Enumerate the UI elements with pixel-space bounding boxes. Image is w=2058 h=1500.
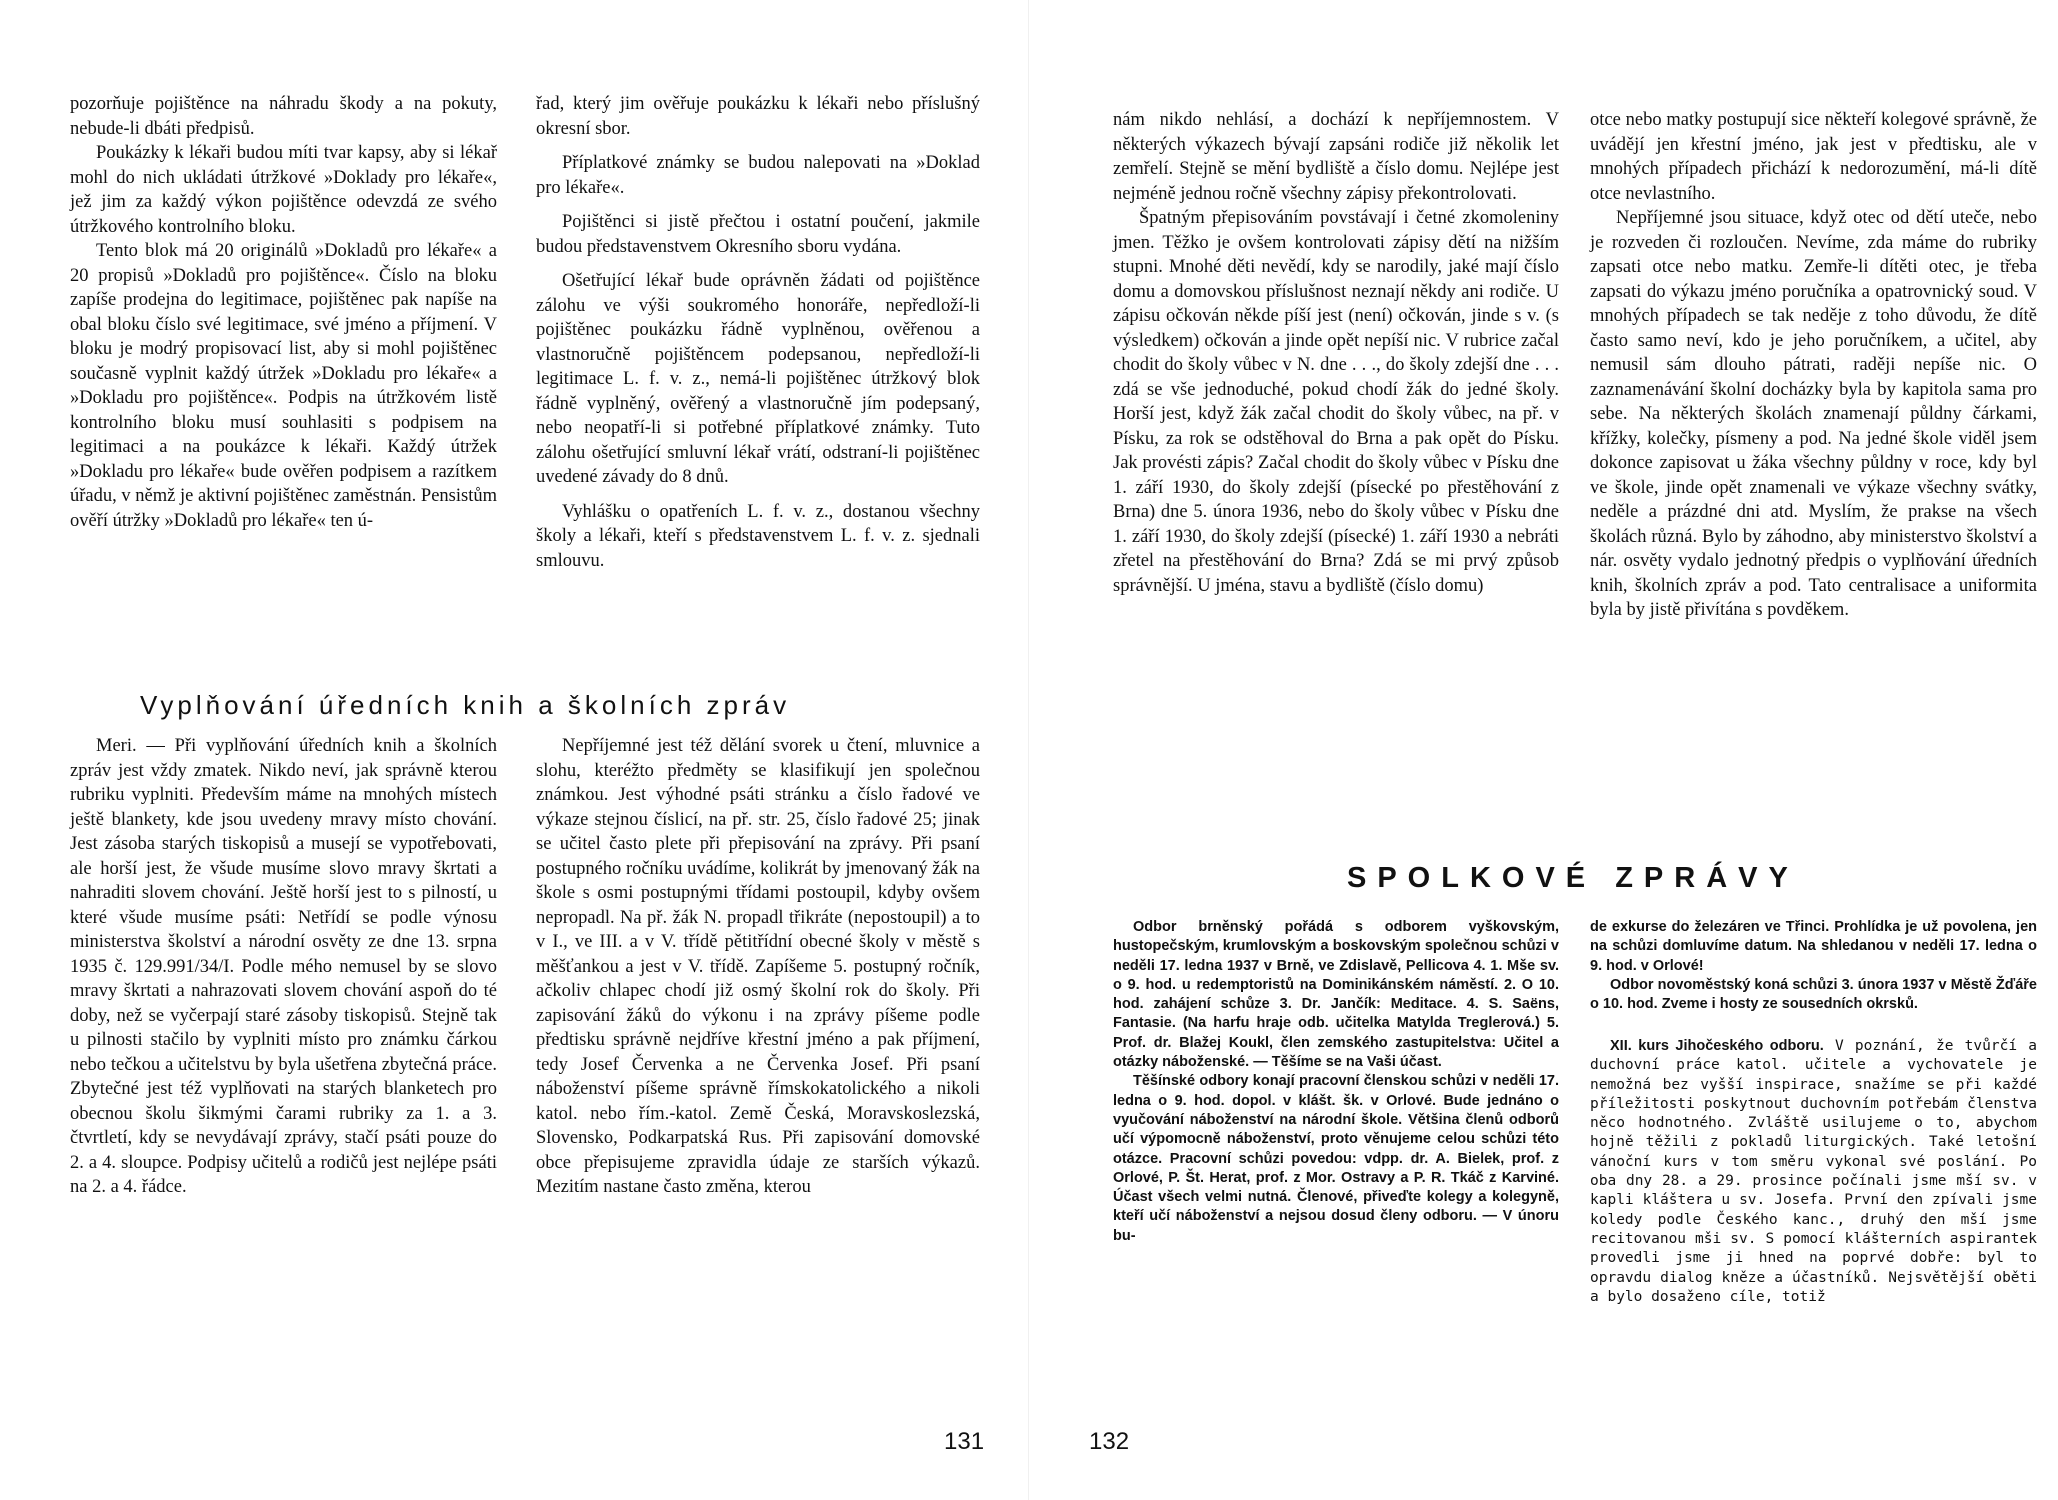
news-item: Těšínské odbory konají pracovní členskou schůzi v neděli 17. ledna o 9. hod. dopol. v klášt. šk. v Orlové. Bude jednáno o vyučování náboženství na národní škole. Většina členů odborů učí výpomocně náboženství, proto věnujeme celou schůzi této otázce. Pracovní schůzi povedou: vdpp. dr. A. Bielek, prof. z Orlové, P. Št. Herat, prof. z Mor. Ostravy a P. R. Tkáč z Karviné. Účast všech velmi nutná. Členové, přiveďte kolegy a kolegyně, kteří učí náboženství a nejsou dosud členy odboru. — V únoru bu- <box>1113 1073 1559 1244</box>
paragraph: Pojištěnci si jistě přečtou i ostatní poučení, jakmile budou představenstvem Okresního sboru vydána. <box>536 212 980 257</box>
news-item: de exkurse do železáren ve Třinci. Prohlídka je už povolena, jen na schůzi domluvíme datum. Na shledanou v neděli 17. ledna o 9. hod. v Orlové! <box>1590 919 2037 974</box>
paragraph: nám nikdo nehlásí, a dochází k nepříjemnostem. V některých výkazech bývají zapsáni rodiče již několik let zemřelí. Stejně se mění bydliště a číslo domu. Nejlépe jest nejméně jednou ročně všechny zápisy překontrolovati. <box>1113 110 1559 204</box>
spolkove-heading: SPOLKOVÉ ZPRÁVY <box>1347 862 1799 894</box>
page-number: 132 <box>1089 1428 1130 1455</box>
news-item-heading: XII. kurs Jihočeského odboru. <box>1610 1038 1824 1054</box>
news-item: Odbor novoměstský koná schůzi 3. února 1937 v Městě Žďáře o 10. hod. Zveme i hosty ze sousedních okrsků. <box>1590 976 2037 1013</box>
news-item <box>1590 1037 2037 1307</box>
paragraph: otce nebo matky postupují sice někteří kolegové správně, že uvádějí jen křestní jméno, jak jest v předtisku, ale v mnohých případech přichází k nedorozumění, má-li dítě otce nevlastního. <box>1590 110 2037 204</box>
news-col1 <box>1113 918 1559 1246</box>
paragraph: Nepříjemné jsou situace, když otec od dětí uteče, nebo je rozveden či rozloučen. Nevíme, zda máme do rubriky zapsati otce nebo matku. Zemře-li dítěti otec, je třeba zapsati do výkazu jméno poručníka a opatrovnický soud. V mnohých případech se tak neděje z toho důvodu, že dítě často samo neví, kdo je jeho poručníkem, a učitel, aby nemusil sám dlouho pátrati, raději nepíše nic. O zaznamenávání školní docházky byla by kapitola sama pro sebe. Na některých školách znamenají půldny čárkami, křížky, kolečky, písmeny a pod. Na jedné škole viděl jsem dokonce zapisovat u žáka všechny půldny v roce, kdy byl ve škole, jinde opět znamenali ve výkaze všechny svátky, neděle a prázdné dni atd. Myslím, že prakse na všech školách různá. Bylo by záhodno, aby ministerstvo školství a nár. osvěty vydalo jednotný předpis o vyplňování úředních knih, školních zpráv a pod. Tato centralisace a uniformita byla by jistě přivítána s povděkem. <box>1590 208 2037 620</box>
left-col1-top <box>70 92 497 533</box>
paragraph: pozorňuje pojištěnce na náhradu škody a na pokuty, nebude-li dbáti předpisů. <box>70 94 497 139</box>
news-item-text: V poznání, že tvůrčí a duchovní práce katol. učitele a vychovatele je nemožná bez vyšší inspirace, snažíme se při každé příležitosti poskytnout duchovním potřebám členstva něco hodnotného. Zvláště usilujeme o to, abychom hojně těžili z pokladů liturgických. Také letošní vánoční kurs v tom směru vykonal své poslání. Po oba dny 28. a 29. prosince počínali jsme mší sv. v kapli kláštera u sv. Josefa. První den zpívali jsme koledy podle Českého kanc., druhý den mší jsme recitovanou mši sv. S pomocí klášterních aspirantek provedli jsme ji hned na poprvé dobře: byl to opravdu dialog kněze a účastníků. Nejsvětější oběti a bylo dosaženo cíle, totiž <box>1590 1038 2037 1305</box>
page-number: 131 <box>944 1428 985 1455</box>
left-col2-bottom <box>536 734 980 1200</box>
paragraph: Vyhlášku o opatřeních L. f. v. z., dostanou všechny školy a lékaři, kteří s představenstvem L. f. v. z. sjednali smlouvu. <box>536 501 980 571</box>
right-col1 <box>1113 108 1559 598</box>
news-col2-mono <box>1590 1037 2037 1307</box>
paragraph: Ošetřující lékař bude oprávněn žádati od pojištěnce zálohu ve výši soukromého honoráře, nepředloží-li pojištěnec poukázku řádně vyplněnou, ověřenou a vlastnoručně pojištěncem podepsanou, nepředloží-li legitimace L. f. v. z., nemá-li pojištěnec útržkový blok řádně vyplněný, ověřený a vlastnoručně jím podepsaný, nebo neopatří-li si potřebné příplatkové známky. Tuto zálohu ošetřující smluvní lékař vrátí, odstraní-li pojištěnec uvedené závady do 8 dnů. <box>536 271 980 487</box>
paragraph: Meri. — Při vyplňování úředních knih a školních zpráv jest vždy zmatek. Nikdo neví, jak správně kterou rubriku vyplniti. Především máme na mnohých místech ještě blankety, kde jsou uvedeny mravy místo chování. Jest zásoba starých tiskopisů a musejí se vypotřebovati, ale horší jest, že všude musíme slovo mravy škrtati a nahraditi slovem chování. Ještě horší jest to s pilností, u které všude musíme psáti: Netřídí se podle výnosu ministerstva školství a národní osvěty ze dne 13. srpna 1935 č. 129.991/34/I. Podle mého nemusel by se slovo mravy škrtati a nahrazovati slovem chování aspoň do té doby, než se vyčerpají staré zásoby tiskopisů. Stejně tak u pilnosti stačilo by vyplniti místo pro známku čárkou nebo tečkou a učitelstvu by byla ušetřena zbytečná práce. Zbytečné jest též vyplňovati na starých blanketech pro obecnou školu šikmými čarami rubriky za 1. a 3. čtvrtletí, kdy se nevydávají zprávy, stačí psáti pouze do 2. a 4. sloupce. Podpisy učitelů a rodičů jest nejlépe psáti na 2. a 4. řádce. <box>70 736 497 1197</box>
left-col1-bottom <box>70 734 497 1200</box>
paragraph: řad, který jim ověřuje poukázku k lékaři nebo příslušný okresní sbor. <box>536 94 980 139</box>
news-item: Odbor brněnský pořádá s odborem vyškovským, hustopečským, krumlovským a boskovským společnou schůzi v neděli 17. ledna 1937 v Brně, ve Zdislavě, Pellicova 4. 1. Mše sv. o 9. hod. u redemptoristů na Dominikánském náměstí. 2. O 10. hod. zahájení schůze 3. Dr. Jančík: Meditace. 4. S. Saëns, Fantasie. (Na harfu hraje odb. učitelka Matylda Treglerová.) 5. Prof. dr. Blažej Koukl, člen zemského zastupitelstva: Učitel a otázky náboženské. — Těšíme se na Vaši účast. <box>1113 919 1559 1071</box>
left-col2-top <box>536 92 980 573</box>
paragraph: Nepříjemné jest též dělání svorek u čtení, mluvnice a slohu, kteréžto předměty se klasifikují jen společnou známkou. Jest výhodné psáti stránku a číslo řadové ve výkaze stejnou číslicí, na př. str. 25, číslo řadové 25; jinak se učitel často plete při přepisování na zprávy. Při psaní postupného ročníku uvádíme, kolikrát by jmenovaný žák na škole s osmi postupnými třídami postoupil, kdyby ovšem nepropadl. Na př. žák N. propadl třikráte (nepostoupil) a to v I., ve III. a v V. třídě pětitřídní obecné školy v městě s měšťankou a jest v V. třídě. Zapíšeme 5. postupný ročník, ačkoliv chlapec chodí již osmý školní rok do školy. Při zapisování žáků do výkonu i na zprávy píšeme podle předtisku správně nejdříve křestní jméno a pak příjmení, tedy Josef Červenka a ne Červenka Josef. Při psaní náboženství píšeme správně římskokatolického a nikoli katol. nebo řím.-katol. Země Česká, Moravskoslezská, Slovensko, Podkarpatská Rus. Při zapisování domovské obce přepisujeme zpravidla údaje ze starších výkazů. Mezitím nastane často změna, kterou <box>536 736 980 1197</box>
paragraph: Špatným přepisováním povstávají i četné zkomoleniny jmen. Těžko je ovšem kontrolovati zápisy dětí na nižším stupni. Mnohé děti nevědí, kdy se narodily, jaké mají číslo domu a domovskou příslušnost neznají někdy ani rodiče. U zápisu očkován někde píší jest (není) očkován, jinde s v. (s výsledkem) očkován a jinde opět nepíší nic. V rubrice začal chodit do školy vůbec v N. dne . . ., do školy zdejší dne . . . zdá se vše jednoduché, pokud chodí žák do jedné školy. Horší jest, když žák začal chodit do školy vůbec, na př. v Písku, za rok se odstěhoval do Brna a pak opět do Písku. Jak provésti zápis? Začal chodit do školy vůbec v Písku dne 1. září 1930, do školy zdejší (písecké po přestěhování z Brna) dne 5. února 1936, nebo do školy vůbec v Písku dne 1. září 1930, do školy zdejší (písecké) 1. září 1930 a nebráti zřetel na přestěhování do Brna? Zdá se mi prvý způsob správnější. U jména, stavu a bydliště (číslo domu) <box>1113 208 1559 596</box>
news-col2-bold <box>1590 918 2037 1014</box>
right-page <box>1029 0 2058 1500</box>
paragraph: Příplatkové známky se budou nalepovati na »Doklad pro lékaře«. <box>536 153 980 198</box>
paragraph: Poukázky k lékaři budou míti tvar kapsy, aby si lékař mohl do nich ukládati útržkové »Doklady pro lékaře«, jež jim za každý výkon pojištěnce odevzdá ze svého útržkového kontrolního bloku. <box>70 143 497 237</box>
paragraph: Tento blok má 20 originálů »Dokladů pro lékaře« a 20 propisů »Dokladů pro pojištěnce«. Číslo na bloku zapíše prodejna do legitimace, pojištěnec pak napíše na obal bloku číslo své legitimace, své jméno a příjmení. V bloku je modrý propisovací list, aby si mohl pojištěnec současně vyplnit každý útržek »Dokladu pro lékaře« a »Dokladu pro pojištěnce«. Podpis na útržkovém listě kontrolního bloku musí souhlasiti s podpisem na legitimaci a na poukázce k lékaři. Každý útržek »Dokladu pro lékaře« bude ověřen podpisem a razítkem úřadu, v němž je aktivní pojištěnec zaměstnán. Pensistům ověří útržky »Dokladů pro lékaře« ten ú- <box>70 241 497 531</box>
right-col2 <box>1590 108 2037 623</box>
section-heading: Vyplňování úředních knih a školních zpráv <box>140 690 791 720</box>
